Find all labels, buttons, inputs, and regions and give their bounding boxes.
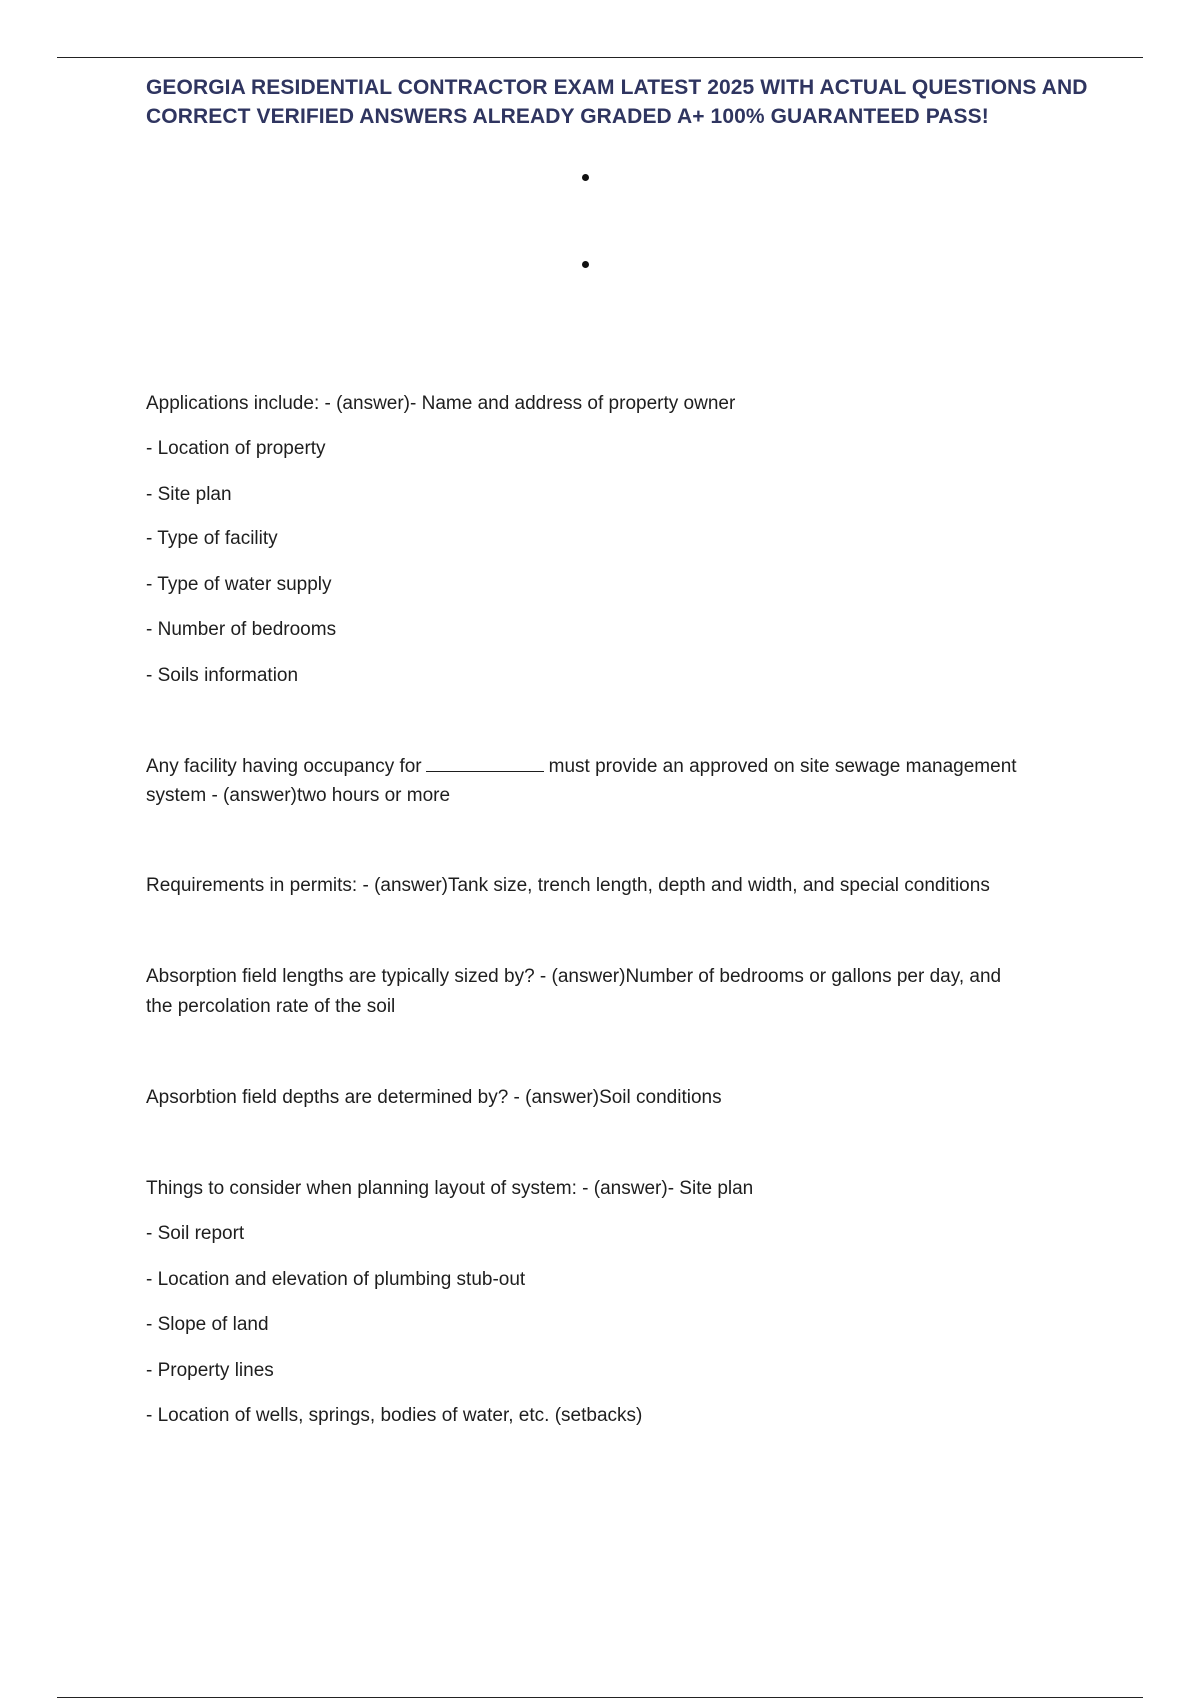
list-item: - Type of water supply xyxy=(146,574,332,595)
question-absorption-field-lengths-line2: the percolation rate of the soil xyxy=(146,996,396,1017)
answer-blank xyxy=(426,754,544,772)
question-text-before-blank: Any facility having occupancy for xyxy=(146,756,422,777)
question-permit-requirements: Requirements in permits: - (answer)Tank size, trench length, depth and width, and special conditions xyxy=(146,875,990,896)
list-item: - Type of facility xyxy=(146,528,278,549)
question-occupancy xyxy=(146,752,1106,781)
list-item: - Site plan xyxy=(146,484,232,505)
question-absorption-field-lengths: Absorption field lengths are typically sized by? - (answer)Number of bedrooms or gallons per day, and xyxy=(146,966,1002,987)
document-title: GEORGIA RESIDENTIAL CONTRACTOR EXAM LATEST 2025 WITH ACTUAL QUESTIONS AND CORRECT VERIFIED ANSWERS ALREADY GRADED A+ 100% GUARANTEED PASS! xyxy=(146,76,1088,128)
list-item: - Location of wells, springs, bodies of water, etc. (setbacks) xyxy=(146,1405,643,1426)
top-divider xyxy=(57,57,1143,58)
list-item: - Slope of land xyxy=(146,1314,269,1335)
question-absorption-field-depths: Apsorbtion field depths are determined by? - (answer)Soil conditions xyxy=(146,1087,722,1108)
bullet-dot-1 xyxy=(582,174,589,181)
question-layout-planning: Things to consider when planning layout of system: - (answer)- Site plan xyxy=(146,1178,754,1199)
list-item: - Location of property xyxy=(146,438,326,459)
question-occupancy-line2: system - (answer)two hours or more xyxy=(146,785,451,806)
list-item: - Property lines xyxy=(146,1360,274,1381)
list-item: - Soil report xyxy=(146,1223,245,1244)
question-text-after-blank: must provide an approved on site sewage management xyxy=(548,756,1017,777)
list-item: - Number of bedrooms xyxy=(146,619,337,640)
question-applications-include: Applications include: - (answer)- Name and address of property owner xyxy=(146,393,736,414)
list-item: - Location and elevation of plumbing stub-out xyxy=(146,1269,526,1290)
list-item: - Soils information xyxy=(146,665,299,686)
bullet-dot-2 xyxy=(582,261,589,268)
bottom-divider xyxy=(57,1697,1143,1698)
